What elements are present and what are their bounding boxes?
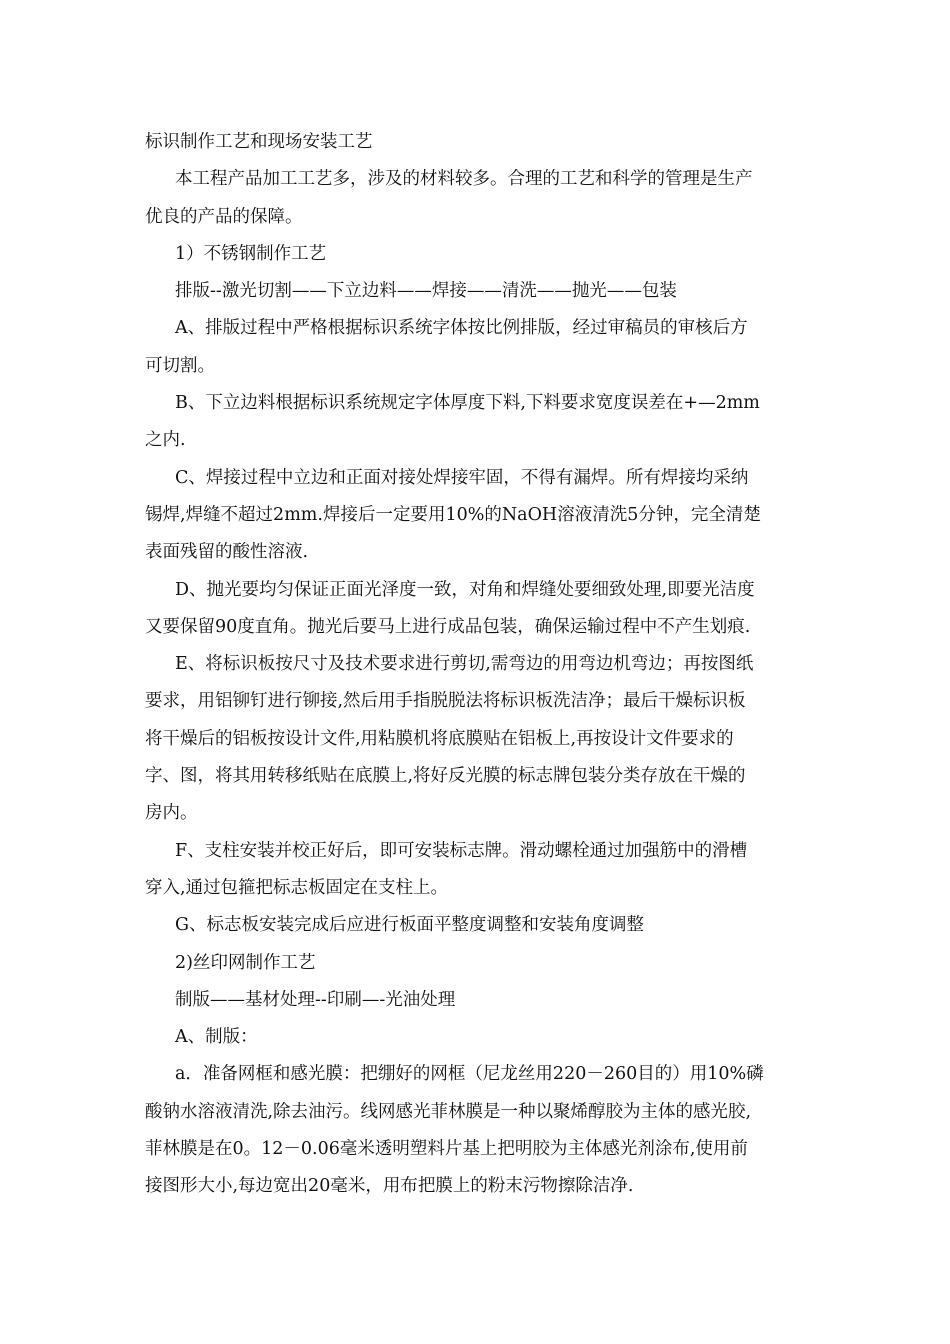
step-a-sub-line-3: 菲林膜是在0。12－0.06毫米透明塑料片基上把明胶为主体感光剂涂布,使用前 [145, 1139, 748, 1160]
process-flow-stainless: 排版--激光切割——下立边料——焊接——清洗——抛光——包装 [175, 281, 677, 302]
step-e-line-5: 房内。 [145, 803, 198, 824]
step-e-line-4: 字、图，将其用转移纸贴在底膜上,将好反光膜的标志牌包装分类存放在干燥的 [145, 766, 746, 787]
step-g-line-1: G、标志板安装完成后应进行板面平整度调整和安装角度调整 [175, 915, 644, 936]
sub-heading-plate-making: A、制版： [175, 1027, 258, 1048]
step-e-line-3: 将干燥后的铝板按设计文件,用粘膜机将底膜贴在铝板上,再按设计文件要求的 [145, 728, 734, 749]
document-title: 标识制作工艺和现场安装工艺 [145, 132, 373, 152]
step-a-line-2: 可切割。 [145, 355, 215, 376]
step-a-line-1: A、排版过程中严格根据标识系统字体按比例排版，经过审稿员的审核后方 [175, 318, 748, 339]
step-c-line-1: C、焊接过程中立边和正面对接处焊接牢固，不得有漏焊。所有焊接均采纳 [175, 467, 749, 488]
process-flow-screen-print: 制版——基材处理--印刷—-光油处理 [175, 989, 456, 1010]
step-c-line-2: 锡焊,焊缝不超过2mm.焊接后一定要用10%的NaOH溶液清洗5分钟，完全清楚 [145, 504, 761, 525]
document-body [145, 124, 815, 1206]
paragraph-intro-line-1: 本工程产品加工工艺多，涉及的材料较多。合理的工艺和科学的管理是生产 [175, 169, 753, 190]
paragraph-intro-line-2: 优良的产品的保障。 [145, 206, 303, 227]
step-e-line-1: E、将标识板按尺寸及技术要求进行剪切,需弯边的用弯边机弯边；再按图纸 [175, 654, 754, 675]
step-f-line-2: 穿入,通过包箍把标志板固定在支柱上。 [145, 877, 449, 898]
step-f-line-1: F、支柱安装并校正好后，即可安装标志牌。滑动螺栓通过加强筋中的滑槽 [175, 840, 748, 861]
step-a-sub-line-1: a．准备网框和感光膜：把绷好的网框（尼龙丝用220－260目的）用10%磷 [175, 1064, 764, 1085]
step-d-line-2: 又要保留90度直角。抛光后要马上进行成品包装，确保运输过程中不产生划痕. [145, 616, 751, 637]
step-b-line-1: B、下立边料根据标识系统规定字体厚度下料,下料要求宽度误差在+—2mm [175, 393, 760, 414]
section-heading-screen-print: 2)丝印网制作工艺 [175, 952, 316, 973]
step-d-line-1: D、抛光要均匀保证正面光泽度一致，对角和焊缝处要细致处理,即要光洁度 [175, 579, 755, 600]
step-a-sub-line-2: 酸钠水溶液清洗,除去油污。线网感光菲林膜是一种以聚烯醇胶为主体的感光胶, [145, 1101, 752, 1122]
step-e-line-2: 要求，用铝铆钉进行铆接,然后用手指脱脱法将标识板洗洁净；最后干燥标识板 [145, 691, 746, 712]
step-b-line-2: 之内. [145, 430, 186, 451]
section-heading-stainless: 1）不锈钢制作工艺 [175, 243, 327, 264]
step-a-sub-line-4: 接图形大小,每边宽出20毫米，用布把膜上的粉末污物擦除洁净. [145, 1176, 634, 1197]
step-c-line-3: 表面残留的酸性溶液. [145, 542, 309, 563]
